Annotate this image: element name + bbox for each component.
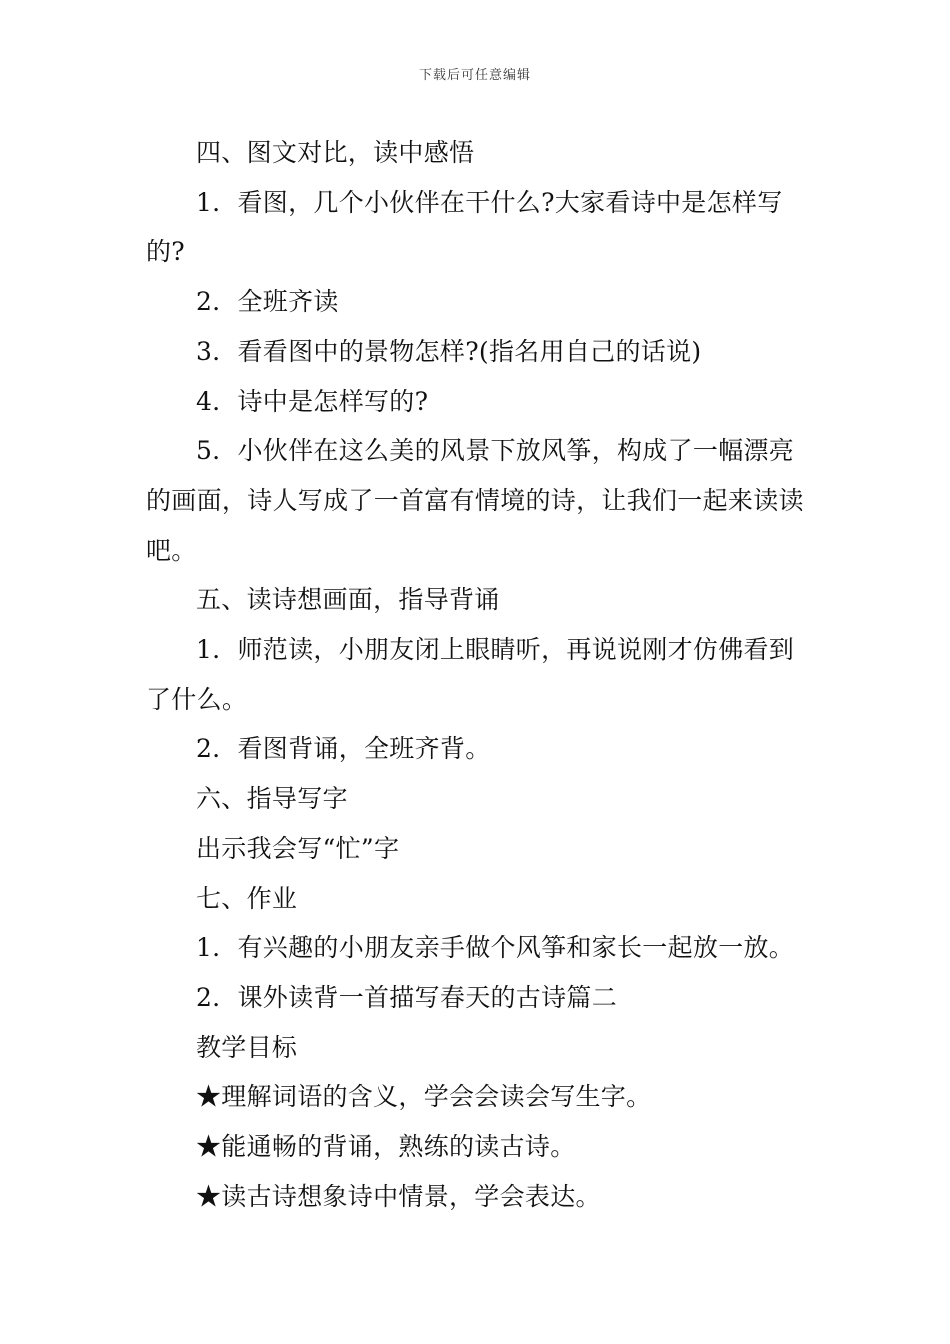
paragraph: 出示我会写“忙”字 bbox=[196, 833, 400, 863]
section-heading: 七、作业 bbox=[196, 883, 298, 913]
section-heading: 教学目标 bbox=[196, 1032, 298, 1062]
paragraph: 4．诗中是怎样写的? bbox=[196, 386, 429, 416]
paragraph: 2．课外读背一首描写春天的古诗篇二 bbox=[196, 982, 618, 1012]
paragraph: 5．小伙伴在这么美的风景下放风筝，构成了一幅漂亮的画面，诗人写成了一首富有情境的诗，让我们一起来读读吧。 bbox=[146, 436, 804, 565]
paragraph: 1．师范读，小朋友闭上眼睛听，再说说刚才仿佛看到了什么。 bbox=[146, 635, 795, 714]
paragraph: 3．看看图中的景物怎样?(指名用自己的话说) bbox=[196, 336, 702, 366]
page-header: 下载后可任意编辑 bbox=[418, 68, 531, 83]
paragraph: 1．看图，几个小伙伴在干什么?大家看诗中是怎样写的? bbox=[146, 187, 783, 267]
section-heading: 四、图文对比，读中感悟 bbox=[196, 138, 475, 167]
section-heading: 五、读诗想画面，指导背诵 bbox=[196, 585, 500, 615]
objective-item: ★读古诗想象诗中情景，学会表达。 bbox=[196, 1181, 601, 1211]
objective-item: ★理解词语的含义，学会会读会写生字。 bbox=[196, 1082, 652, 1112]
paragraph: 2．全班齐读 bbox=[196, 287, 339, 317]
document-body bbox=[146, 128, 808, 1221]
paragraph: 2．看图背诵，全班齐背。 bbox=[196, 734, 491, 764]
paragraph: 1．有兴趣的小朋友亲手做个风筝和家长一起放一放。 bbox=[196, 933, 795, 963]
section-heading: 六、指导写字 bbox=[196, 784, 348, 814]
objective-item: ★能通畅的背诵，熟练的读古诗。 bbox=[196, 1132, 576, 1162]
